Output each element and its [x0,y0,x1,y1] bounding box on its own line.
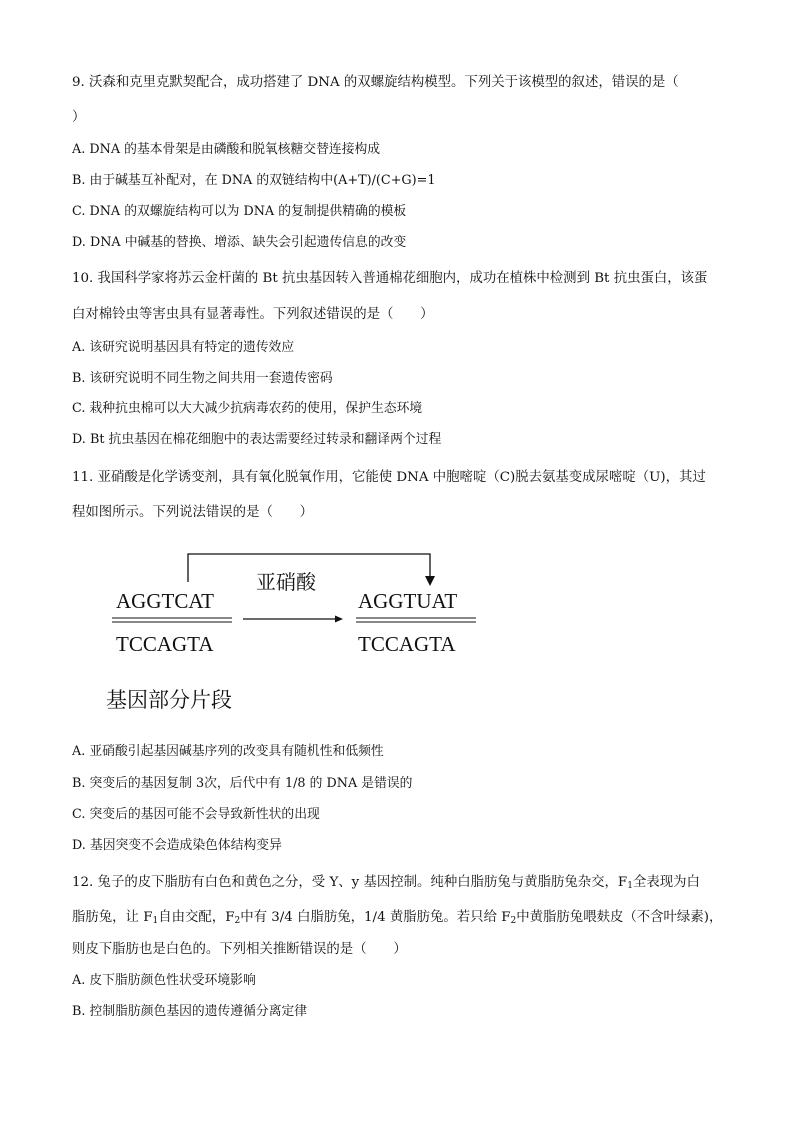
right-bottom-strand: TCCAGTA [358,632,456,656]
reagent-label: 亚硝酸 [256,570,316,594]
q11-stem-line-2: 程如图所示。下列说法错误的是（ ） [72,505,314,520]
q9-stem-line-2: ） [72,110,86,125]
q11-option-d: D. 基因突变不会造成染色体结构变异 [72,838,282,853]
q12-stem-line-2 [72,908,734,928]
q12-sub-4: 2 [510,916,517,926]
q12-stem-1b-text: 全表现为白 [632,875,700,890]
q10-stem-line-2: 白对棉铃虫等害虫具有显著毒性。下列叙述错误的是（ ） [72,307,434,322]
left-top-strand: AGGTCAT [116,589,214,613]
q10-option-a: A. 该研究说明基因具有特定的遗传效应 [72,340,295,355]
q12-stem-2d-text: 中黄脂肪兔喂麸皮（不含叶绿素)， [516,910,723,925]
q9-option-a: A. DNA 的基本骨架是由磷酸和脱氧核糖交替连接构成 [72,142,381,157]
q12-sub-3: 2 [234,916,241,926]
q12-stem-2b-text: 自由交配，F [158,910,235,925]
q11-option-a: A. 亚硝酸引起基因碱基序列的改变具有随机性和低频性 [72,744,384,759]
q12-stem-2a-text: 脂肪兔，让 F [72,910,153,925]
right-top-strand: AGGTUAT [358,589,458,613]
q9-option-b: B. 由于碱基互补配对，在 DNA 的双链结构中(A+T)/(C+G)=1 [72,173,436,188]
q11-option-c: C. 突变后的基因可能不会导致新性状的出现 [72,807,320,822]
nitrous-acid-mutation-diagram [100,548,520,728]
q10-option-c: C. 栽种抗虫棉可以大大减少抗病毒农药的使用，保护生态环境 [72,401,423,416]
diagram-caption: 基因部分片段 [106,688,232,712]
q12-sub-1: 1 [627,881,633,891]
q12-stem-2c-text: 中有 3/4 白脂肪兔，1/4 黄脂肪兔。若只给 F [240,910,511,925]
q10-option-b: B. 该研究说明不同生物之间共用一套遗传密码 [72,371,333,386]
left-bottom-strand: TCCAGTA [116,632,214,656]
q9-option-d: D. DNA 中碱基的替换、增添、缺失会引起遗传信息的改变 [72,235,407,250]
q12-sub-2: 1 [152,916,159,926]
q11-stem-line-1: 11. 亚硝酸是化学诱变剂，具有氧化脱氧作用，它能使 DNA 中胞嘧啶（C)脱去氨基变成尿嘧啶（U)，其过 [72,470,706,485]
q12-stem-line-3: 则皮下脂肪也是白色的。下列相关推断错误的是（ ） [72,942,407,957]
q10-option-d: D. Bt 抗虫基因在棉花细胞中的表达需要经过转录和翻译两个过程 [72,432,442,447]
q12-stem-line-1 [72,873,734,893]
conversion-arrow-icon [335,616,343,623]
q9-option-c: C. DNA 的双螺旋结构可以为 DNA 的复制提供精确的模板 [72,204,407,219]
q12-option-a: A. 皮下脂肪颜色性状受环境影响 [72,973,256,988]
q12-option-b: B. 控制脂肪颜色基因的遗传遵循分离定律 [72,1004,308,1019]
q12-stem-1-text: 12. 兔子的皮下脂肪有白色和黄色之分，受 Y、y 基因控制。纯种白脂肪兔与黄脂肪兔杂交，F [72,875,628,890]
q10-stem-line-1: 10. 我国科学家将苏云金杆菌的 Bt 抗虫基因转入普通棉花细胞内，成功在植株中检测到 Bt 抗虫蛋白，该蛋 [72,271,708,286]
q9-stem-line-1: 9. 沃森和克里克默契配合，成功搭建了 DNA 的双螺旋结构模型。下列关于该模型的叙述，错误的是（ [72,75,679,90]
bracket-arrowhead-icon [425,576,435,586]
q11-option-b: B. 突变后的基因复制 3次，后代中有 1/8 的 DNA 是错误的 [72,776,413,791]
